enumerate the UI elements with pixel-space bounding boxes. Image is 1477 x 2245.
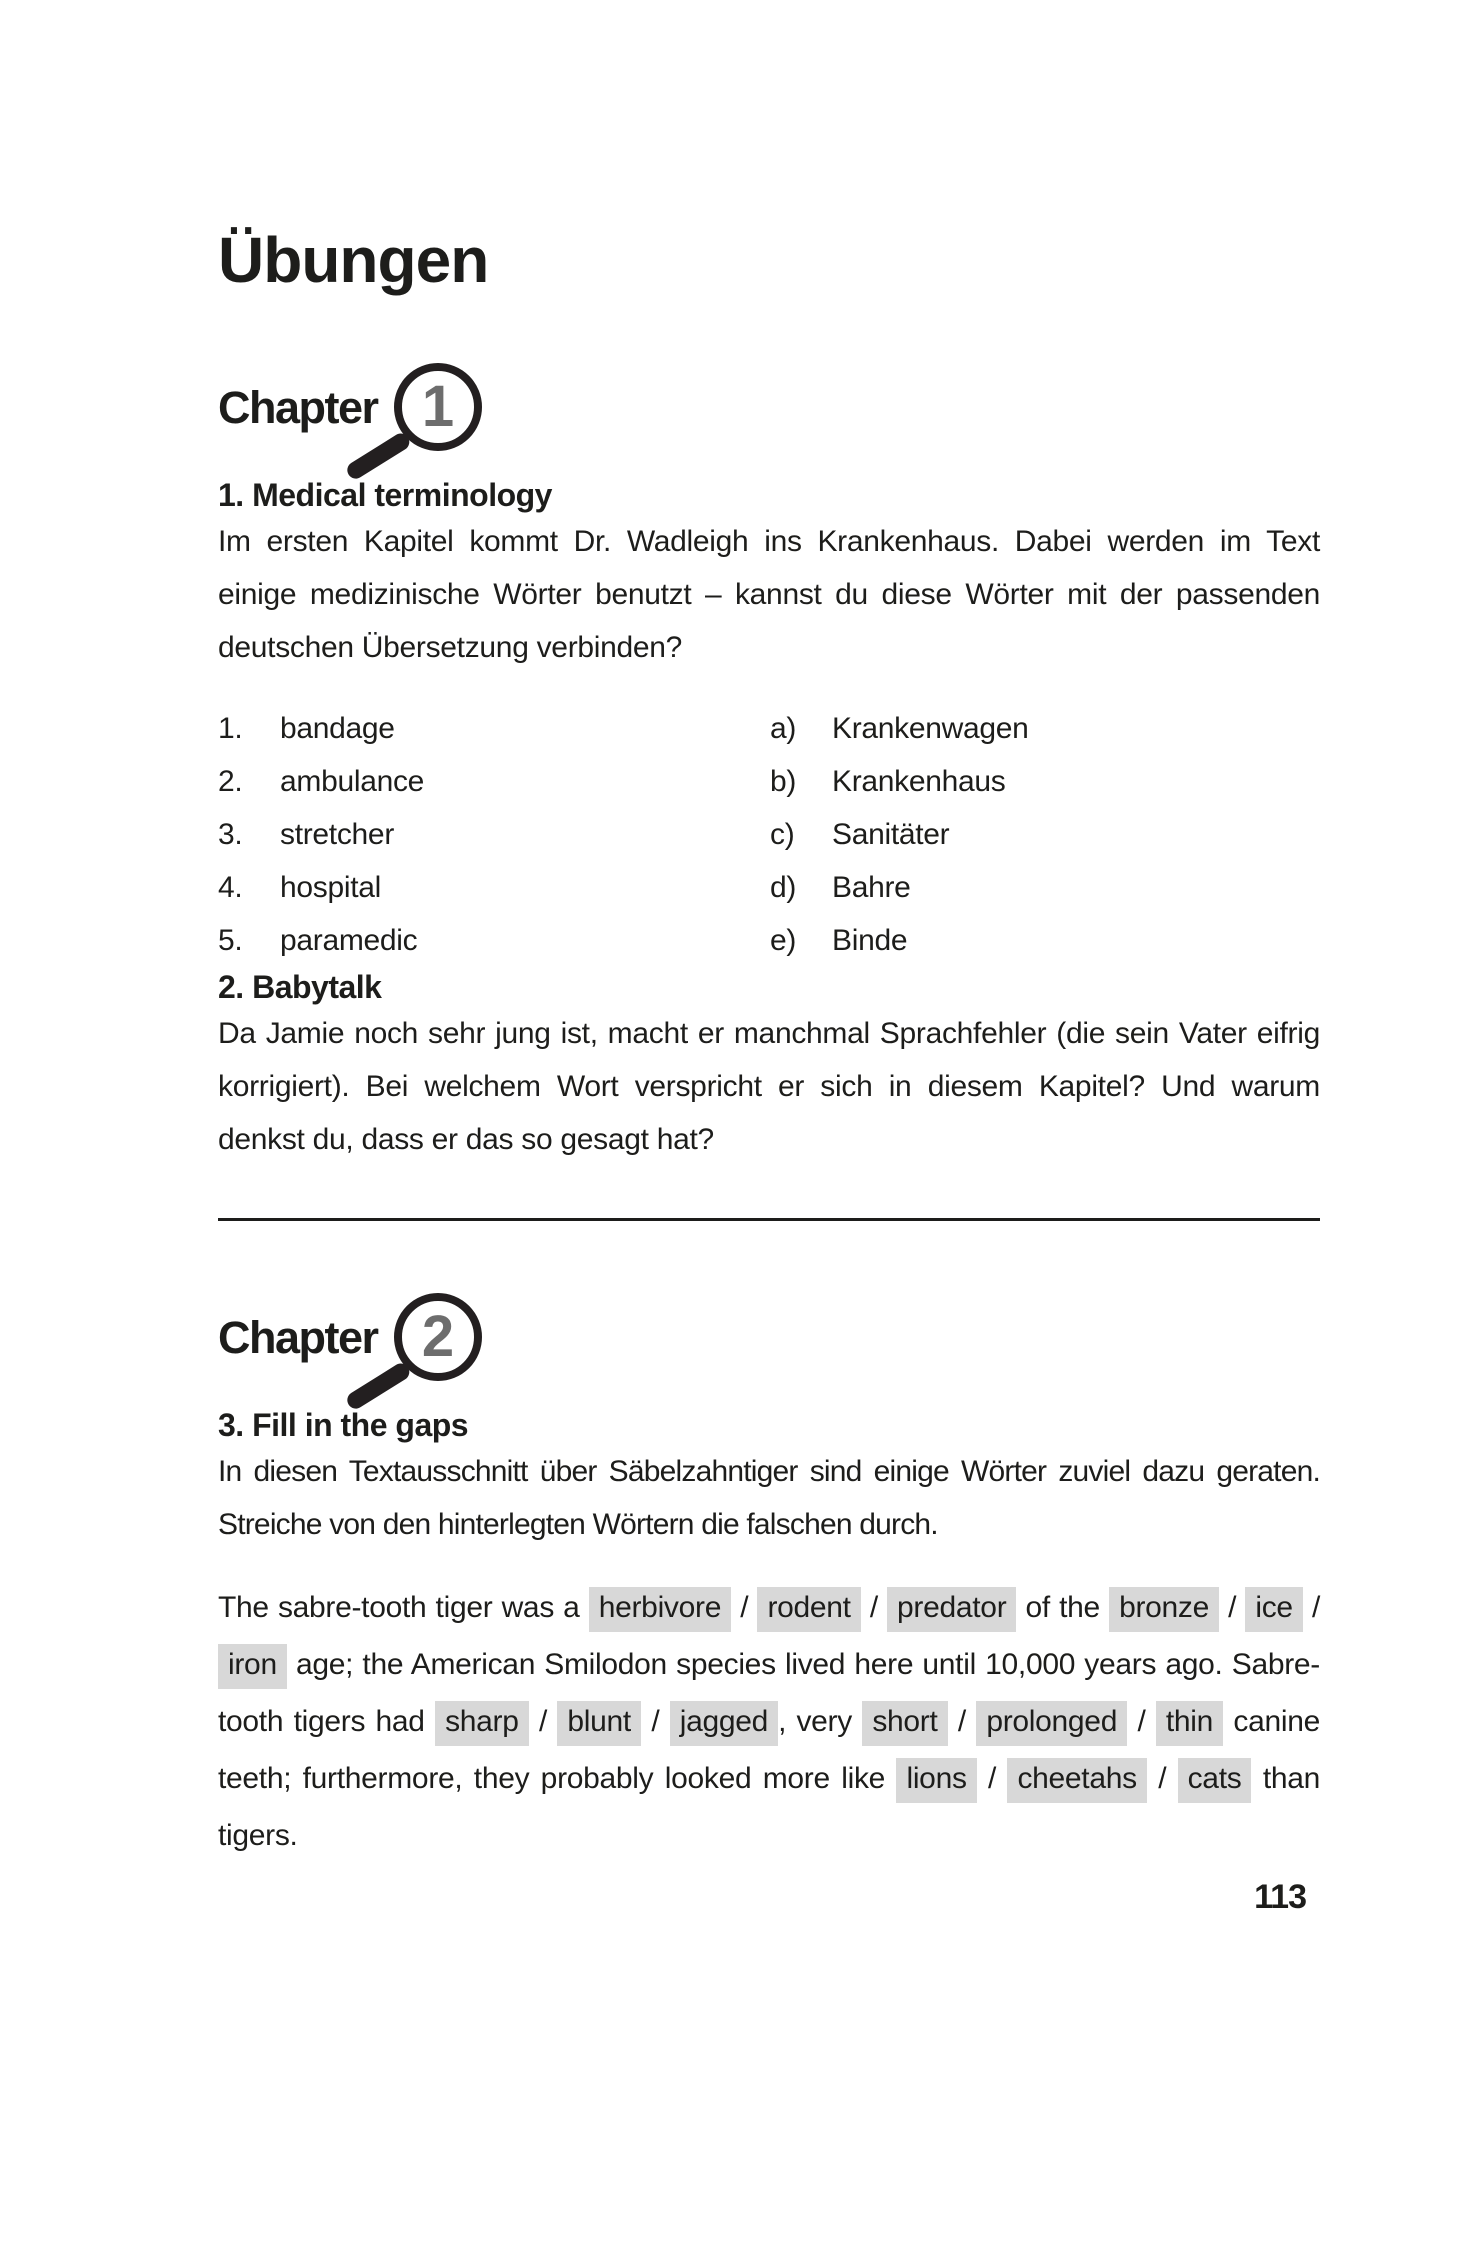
match-item <box>770 702 1029 755</box>
page-title: Übungen <box>218 224 489 296</box>
gap-plain-text: / <box>1302 1591 1320 1624</box>
gap-plain-text: The sabre-tooth tiger was a <box>218 1591 589 1624</box>
gap-word-choice: bronze <box>1109 1587 1219 1632</box>
gap-word-choice: herbivore <box>589 1587 731 1632</box>
gap-word-choice: jagged <box>670 1701 778 1746</box>
exercise-3-heading: 3. Fill in the gaps <box>218 1407 469 1443</box>
gap-word-choice: cats <box>1178 1758 1252 1803</box>
exercise-1-heading: 1. Medical terminology <box>218 477 552 513</box>
gap-plain-text: / <box>640 1705 670 1738</box>
match-item-marker: b) <box>770 765 797 798</box>
match-item <box>770 808 1029 861</box>
gap-fill-paragraph <box>218 1579 1320 1864</box>
match-item <box>218 702 770 755</box>
match-item-word: bandage <box>280 712 395 745</box>
gap-word-choice: short <box>862 1701 947 1746</box>
magnifier-icon <box>394 1293 490 1405</box>
gap-word-choice: sharp <box>435 1701 529 1746</box>
page-number: 113 <box>1254 1878 1306 1916</box>
gap-word-choice: rodent <box>757 1587 860 1632</box>
gap-word-choice: lions <box>896 1758 976 1803</box>
match-item <box>218 914 770 967</box>
match-item <box>770 861 1029 914</box>
section-divider <box>218 1218 1320 1221</box>
gap-plain-text: / <box>1219 1591 1246 1624</box>
magnifier-icon <box>394 363 490 475</box>
match-item <box>218 808 770 861</box>
exercise-2-intro: Da Jamie noch sehr jung ist, macht er manchmal Sprachfehler (die sein Vater eifrig korrigiert). Bei welchem Wort verspricht er sich in diesem Kapitel? Und warum denkst du, dass er das so gesagt hat? <box>218 1017 1320 1156</box>
gap-word-choice: iron <box>218 1644 287 1689</box>
match-item-word: ambulance <box>280 765 425 798</box>
gap-word-choice: blunt <box>557 1701 641 1746</box>
match-item-word: stretcher <box>280 818 395 851</box>
match-item-word: Krankenwagen <box>832 712 1029 745</box>
match-item <box>770 755 1029 808</box>
magnifier-handle <box>344 1360 412 1412</box>
match-item-marker: e) <box>770 924 797 957</box>
chapter-1-number: 1 <box>421 374 454 439</box>
match-item-marker: 2. <box>218 765 243 798</box>
match-item-marker: d) <box>770 871 797 904</box>
match-item-marker: 3. <box>218 818 243 851</box>
gap-plain-text: / <box>1146 1762 1178 1795</box>
match-item-word: Krankenhaus <box>832 765 1006 798</box>
match-item-word: hospital <box>280 871 382 904</box>
gap-plain-text: canine teeth; furthermore, they probably looked more like <box>218 1705 1321 1795</box>
exercise-1-section <box>218 475 1320 967</box>
match-item-marker: a) <box>770 712 797 745</box>
gap-plain-text: / <box>1127 1705 1156 1738</box>
match-item-marker: 5. <box>218 924 243 957</box>
match-item-word: Bahre <box>832 871 911 904</box>
match-item-word: Sanitäter <box>832 818 950 851</box>
exercise-1-intro: Im ersten Kapitel kommt Dr. Wadleigh ins Krankenhaus. Dabei werden im Text einige medizinische Wörter benutzt – kannst du diese Wörter mit der passenden deutschen Übersetzung verbinden? <box>218 525 1320 664</box>
match-list-right <box>770 702 1029 967</box>
match-item-marker: 1. <box>218 712 243 745</box>
gap-plain-text: of the <box>1016 1591 1110 1624</box>
match-item-marker: 4. <box>218 871 243 904</box>
gap-plain-text: , very <box>778 1705 863 1738</box>
match-item <box>770 914 1029 967</box>
gap-word-choice: thin <box>1156 1701 1223 1746</box>
gap-plain-text: age; the American Smilodon species lived here until 10,000 years ago. Sabre-tooth tigers had <box>218 1648 1320 1738</box>
exercise-3-section <box>218 1405 1320 1864</box>
magnifier-lens <box>394 363 482 451</box>
match-item <box>218 861 770 914</box>
exercise-3-intro: In diesen Textausschnitt über Säbelzahntiger sind einige Wörter zuviel dazu geraten. Streiche von den hinterlegten Wörtern die falschen durch. <box>218 1455 1320 1541</box>
match-item-marker: c) <box>770 818 795 851</box>
match-item-word: Binde <box>832 924 908 957</box>
gap-plain-text: / <box>947 1705 977 1738</box>
chapter-2-label: Chapter <box>218 1312 378 1363</box>
magnifier-handle <box>344 430 412 482</box>
gap-plain-text: / <box>976 1762 1008 1795</box>
chapter-2-header <box>218 1293 1320 1405</box>
exercise-2-section <box>218 967 1320 1166</box>
gap-word-choice: ice <box>1245 1587 1302 1632</box>
gap-word-choice: prolonged <box>976 1701 1127 1746</box>
gap-plain-text: / <box>528 1705 558 1738</box>
gap-plain-text: / <box>860 1591 888 1624</box>
magnifier-lens <box>394 1293 482 1381</box>
gap-word-choice: cheetahs <box>1007 1758 1146 1803</box>
match-exercise <box>218 702 1320 967</box>
chapter-1-label: Chapter <box>218 382 378 433</box>
gap-word-choice: predator <box>887 1587 1016 1632</box>
match-item <box>218 755 770 808</box>
chapter-1-header <box>218 363 1320 475</box>
match-list-left <box>218 702 770 967</box>
gap-plain-text: than tigers. <box>218 1762 1321 1852</box>
match-item-word: paramedic <box>280 924 418 957</box>
chapter-2-number: 2 <box>421 1304 454 1369</box>
gap-plain-text: / <box>731 1591 758 1624</box>
exercise-2-heading: 2. Babytalk <box>218 969 382 1005</box>
